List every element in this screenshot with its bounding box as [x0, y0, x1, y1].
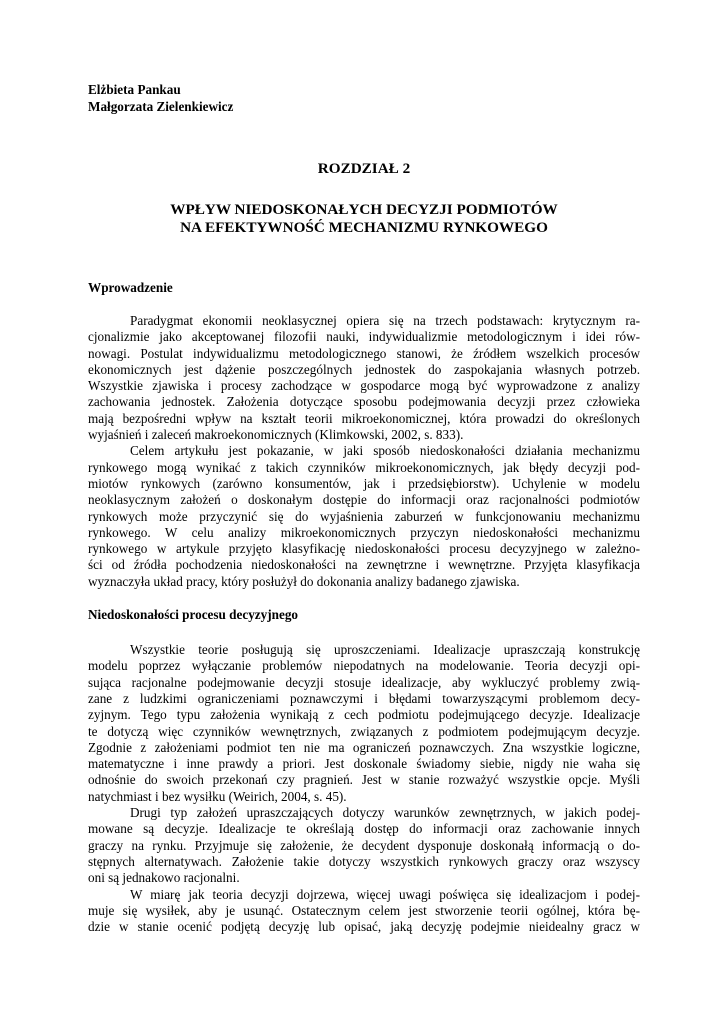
author-name: Elżbieta Pankau: [88, 82, 181, 97]
text-line: rynkowych może przyczynić się do wyjaśnienia zaburzeń w funkcjonowaniu mechanizmu: [88, 508, 640, 524]
text-line: oni są jednakowo racjonalni.: [88, 870, 240, 886]
text-line: mowane są decyzje. Idealizacje te określają dostęp do informacji oraz zachowanie innych: [88, 821, 640, 837]
text-line: W miarę jak teoria decyzji dojrzewa, więcej uwagi poświęca się idealizacjom i podej-: [130, 886, 640, 902]
author-name: Małgorzata Zielenkiewicz: [88, 98, 234, 114]
paragraph: [88, 443, 640, 590]
text-line: zane z ludzkimi ograniczeniami poznawczymi i błędami towarzyszącymi problemom decy-: [88, 690, 640, 706]
author-list: [88, 82, 640, 115]
text-line: ści od źródła pochodzenia niedoskonałości na zewnętrzne i wewnętrzne. Przyjęta klasyfikacja: [88, 557, 640, 573]
text-line: rynkowego w artykule przyjęto klasyfikację niedoskonałości procesu decyzyjnego w zależno-: [88, 541, 640, 557]
text-line: muje się wysiłek, aby je usunąć. Ostatecznym celem jest stworzenie teorii ogólnej, która bę-: [88, 902, 640, 918]
text-line: stępnych alternatywach. Założenie takie dotyczy wszystkich rynkowych graczy oraz wszyscy: [88, 853, 640, 869]
text-line: cjonalizmie jako akceptowanej filozofii nauki, indywidualizmie metodologicznym i idei rów-: [88, 329, 640, 345]
text-line: nowagi. Postulat indywidualizmu metodologicznego stanowi, że źródłem wszelkich procesów: [88, 345, 640, 361]
paragraph: [88, 887, 640, 936]
text-line: ekonomicznych jest dążenie poszczególnych jednostek do zaspokajania własnych potrzeb.: [88, 361, 640, 377]
text-line: zachowania jednostek. Założenia dotyczące sposobu podejmowania decyzji przez człowieka: [88, 394, 640, 410]
text-line: graczy na rynku. Przyjmuje się założenie, że decydent dysponuje doskonałą informacją o do-: [88, 837, 640, 853]
text-line: wyznaczyła układ pracy, który posłużył do dokonania analizy badanego zjawiska.: [88, 573, 520, 589]
section-heading: Niedoskonałości procesu decyzyjnego: [88, 607, 299, 623]
title-line: WPŁYW NIEDOSKONAŁYCH DECYZJI PODMIOTÓW: [170, 201, 558, 218]
text-line: neoklasycznym założeń o doskonałym dostępie do informacji oraz racjonalności podmiotów: [88, 492, 640, 508]
text-line: modelu poprzez wyłączanie problemów niepodatnych na modelowanie. Teoria decyzji opi-: [88, 658, 640, 674]
text-line: rynkowego mogą wynikać z takich czynników mikroekonomicznych, jak błędy decyzji pod-: [88, 459, 640, 475]
text-line: Zgodnie z założeniami podmiot ten nie ma ograniczeń poznawczych. Zna wszystkie logiczne,: [88, 739, 640, 755]
text-line: sująca racjonalne podejmowanie decyzji stosuje idealizacje, aby wykluczyć problemy zwią-: [88, 674, 640, 690]
text-line: Paradygmat ekonomii neoklasycznej opiera się na trzech podstawach: krytycznym ra-: [130, 313, 640, 328]
title-line: NA EFEKTYWNOŚĆ MECHANIZMU RYNKOWEGO: [180, 219, 548, 236]
text-line: odnośnie do swoich przekonań czy pragnień. Jest w stanie rozważyć wszystkie opcje. Myśli: [88, 772, 640, 788]
text-line: Wszystkie zjawiska i procesy zachodzące w gospodarce mogą być wyprowadzone z analizy: [88, 378, 640, 394]
text-line: natychmiast i bez wysiłku (Weirich, 2004, s. 45).: [88, 788, 347, 804]
text-line: wyjaśnień i zaleceń makroekonomicznych (Klimkowski, 2002, s. 833).: [88, 427, 464, 443]
text-line: te dotyczą więc czynników wewnętrznych, związanych z podmiotem podejmującym decyzje.: [88, 723, 640, 739]
text-line: Wszystkie teorie posługują się uproszczeniami. Idealizacje upraszczają konstrukcję: [130, 642, 640, 658]
text-line: rynkowego. W celu analizy mikroekonomicznych przyczyn niedoskonałości mechanizmu: [88, 524, 640, 540]
chapter-label: ROZDZIAŁ 2: [317, 160, 411, 177]
paragraph: [88, 313, 640, 443]
text-line: Celem artykułu jest pokazanie, w jaki sposób niedoskonałości działania mechanizmu: [130, 443, 640, 459]
text-line: matematyczne i inne prawdy a priori. Jest doskonale świadomy siebie, nigdy nie waha się: [88, 756, 640, 772]
paragraph: [88, 642, 640, 805]
text-line: miotów rynkowych (zarówno konsumentów, jak i przedsiębiorstw). Uchylenie w modelu: [88, 475, 640, 491]
text-line: mają bezpośredni wpływ na kształt teorii mikroekonomicznej, która prowadzi do określonych: [88, 410, 640, 426]
paragraph: [88, 805, 640, 886]
text-line: dzie w stanie ocenić podjętą decyzję lub opisać, jaką decyzję podejmie nieidealny gracz w: [88, 919, 640, 935]
text-line: Drugi typ założeń upraszczających dotyczy warunków zewnętrznych, w jakich podej-: [130, 805, 640, 821]
chapter-title: [88, 201, 640, 237]
text-line: zyjnym. Tego typu założenia wynikają z cech podmiotu podejmującego decyzje. Idealizacje: [88, 707, 640, 723]
section-heading: Wprowadzenie: [88, 280, 173, 295]
